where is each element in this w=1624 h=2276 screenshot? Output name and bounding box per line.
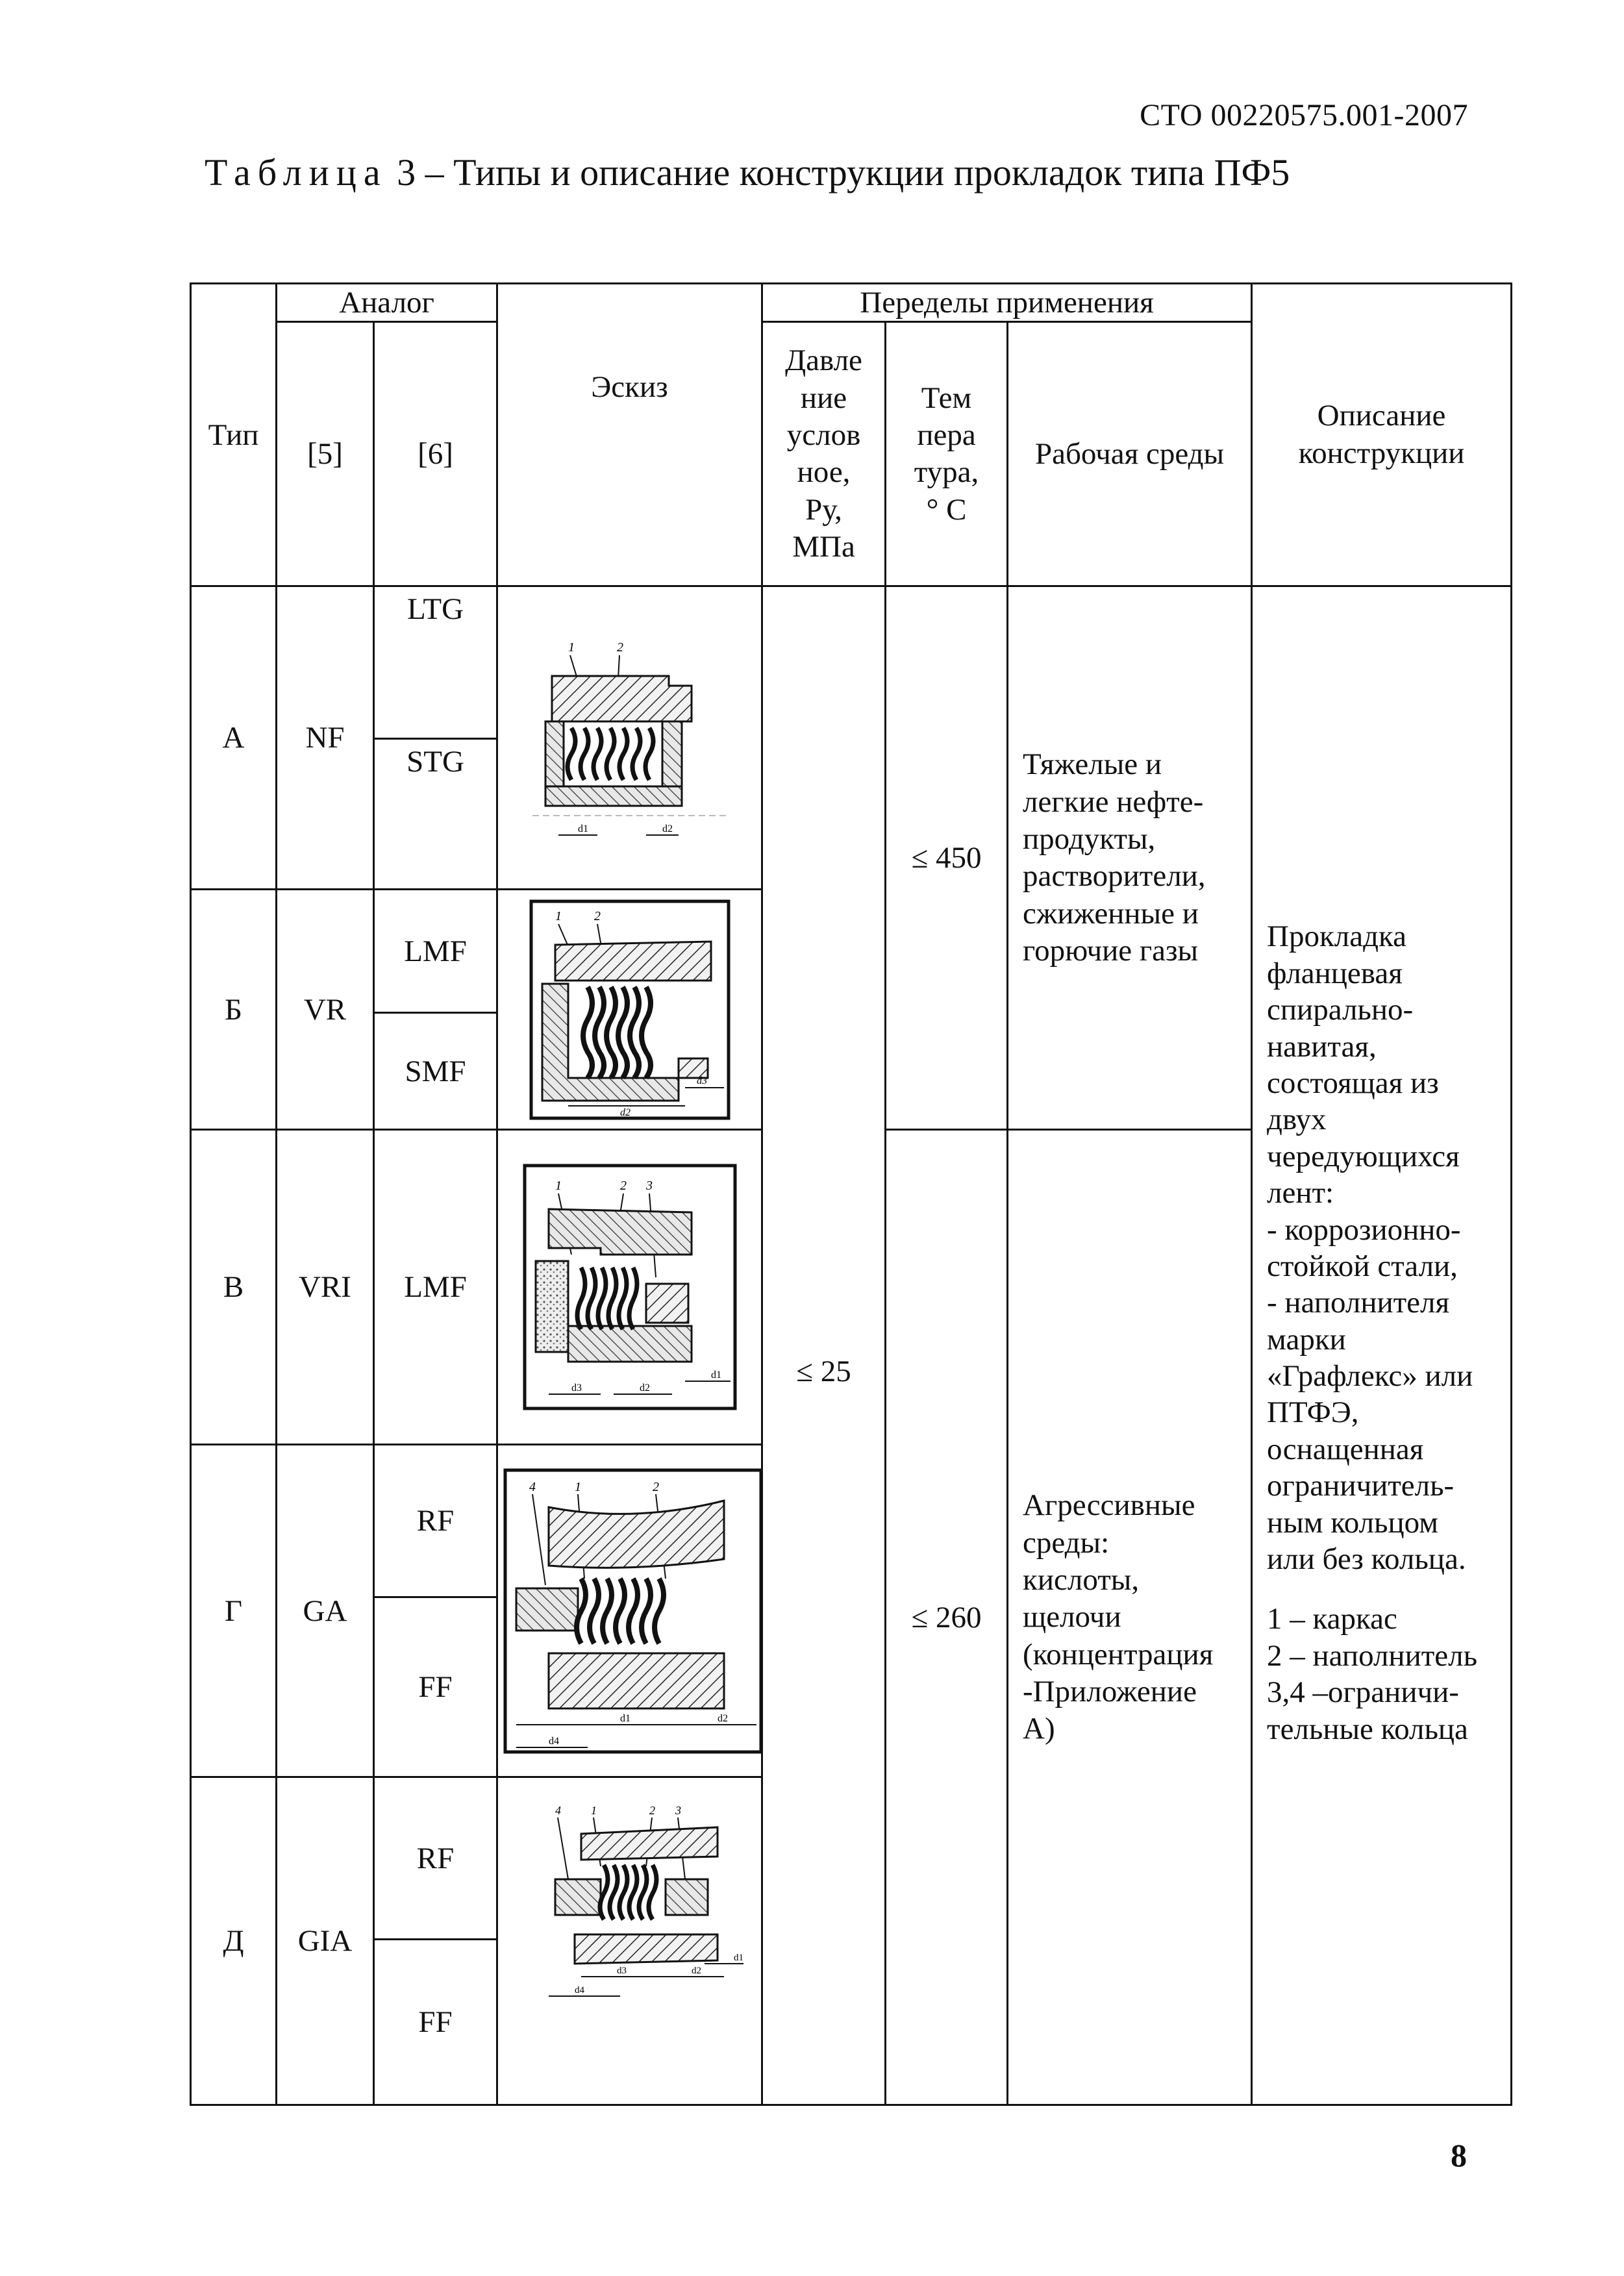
description-line: чередующихся — [1267, 1139, 1460, 1173]
callout-label: 1 — [555, 908, 562, 923]
callout-label: 2 — [619, 1179, 627, 1194]
sketch-g — [503, 1468, 763, 1754]
medium-line: кислоты, — [1023, 1562, 1140, 1597]
header-sketch: Эскиз — [497, 284, 762, 586]
medium-group-2 — [1008, 1130, 1252, 2105]
construction-description — [1252, 586, 1512, 2105]
description-line: ным кольцом — [1267, 1505, 1438, 1540]
medium-line: (концентрация — [1023, 1637, 1214, 1671]
description-line: оснащенная — [1267, 1432, 1424, 1466]
callout-label: 2 — [649, 1804, 655, 1818]
header-ref6: [6] — [374, 322, 497, 586]
callout-label: 3 — [645, 1179, 653, 1194]
callout-label: 4 — [529, 1479, 536, 1494]
callout-label: 1 — [568, 640, 575, 655]
row-ref6-b-2: SMF — [374, 1013, 497, 1130]
sketch-a-cell — [497, 586, 762, 890]
legend-line: 2 – наполнитель — [1267, 1638, 1478, 1673]
dimension-label: d2 — [662, 823, 673, 835]
header-description-line: Описание — [1317, 399, 1446, 433]
header-application-limits: Переделы применения — [762, 284, 1252, 322]
row-ref6-d-2: FF — [374, 1940, 497, 2105]
description-line: фланцевая — [1267, 956, 1403, 990]
header-temperature-line: тура, — [914, 455, 979, 490]
header-temperature — [886, 322, 1008, 586]
description-line: - наполнителя — [1267, 1286, 1450, 1320]
temperature-value-1: ≤ 450 — [886, 586, 1008, 1130]
header-description-line: конструкции — [1298, 436, 1465, 470]
sketch-v-cell — [497, 1130, 762, 1445]
row-ref5-g: GA — [277, 1445, 374, 1777]
dimension-label: d3 — [616, 1966, 627, 1977]
row-ref6-a-1: LTG — [374, 586, 497, 739]
sketch-d — [510, 1782, 750, 2016]
row-type-g: Г — [191, 1445, 277, 1777]
description-line: или без кольца. — [1267, 1542, 1466, 1577]
row-ref5-d: GIA — [277, 1777, 374, 2105]
row-type-v: В — [191, 1130, 277, 1445]
description-line: Прокладка — [1267, 919, 1407, 954]
page-number: 8 — [1451, 2137, 1467, 2173]
dimension-label: d2 — [691, 1966, 701, 1977]
medium-line: среды: — [1023, 1525, 1110, 1560]
header-pressure-line: МПа — [792, 530, 855, 564]
medium-line: легкие нефте- — [1023, 784, 1204, 819]
dimension-label: d2 — [718, 1712, 729, 1724]
medium-line: продукты, — [1023, 822, 1156, 857]
row-ref6-a-2: STG — [374, 739, 497, 890]
header-medium: Рабочая среды — [1008, 322, 1252, 586]
header-temperature-line: Тем — [921, 381, 972, 415]
pressure-value — [762, 586, 886, 2105]
header-pressure-line: Давле — [785, 344, 862, 378]
dimension-label: d1 — [620, 1712, 631, 1724]
sketch-v — [523, 1164, 737, 1410]
dimension-label: d1 — [710, 1369, 721, 1381]
description-line: навитая, — [1267, 1029, 1377, 1064]
row-ref5-v: VRI — [277, 1130, 374, 1445]
medium-line: Тяжелые и — [1023, 747, 1162, 782]
callout-label: 3 — [675, 1804, 681, 1818]
medium-line: горючие газы — [1023, 934, 1199, 968]
header-temperature-line: ° С — [926, 492, 967, 527]
header-description — [1252, 284, 1512, 586]
dimension-label: d1 — [577, 823, 588, 835]
legend-line: 3,4 –ограничи- — [1267, 1675, 1459, 1710]
header-type: Тип — [191, 284, 277, 586]
sketch-d-cell — [497, 1777, 762, 2105]
row-ref6-v: LMF — [374, 1130, 497, 1445]
description-line: - коррозионно- — [1267, 1212, 1461, 1247]
table-title-text: 3 – Типы и описание конструкции прокладок типа ПФ5 — [387, 151, 1290, 194]
dimension-label: d3 — [571, 1382, 582, 1394]
gasket-types-table — [190, 282, 1512, 2106]
description-line: стойкой стали, — [1267, 1249, 1458, 1283]
medium-line: -Приложение — [1023, 1674, 1197, 1708]
callout-label: 1 — [555, 1179, 562, 1194]
medium-line: Агрессивные — [1023, 1488, 1195, 1523]
sketch-g-cell — [497, 1445, 762, 1777]
callout-label: 2 — [616, 640, 623, 655]
callout-label: 4 — [555, 1804, 561, 1818]
legend-line: тельные кольца — [1267, 1712, 1468, 1746]
medium-line: сжиженные и — [1023, 896, 1199, 931]
row-type-b: Б — [191, 890, 277, 1130]
description-line: двух — [1267, 1103, 1327, 1137]
sketch-a — [532, 631, 727, 845]
medium-line: А) — [1023, 1712, 1055, 1746]
sketch-b-cell — [497, 890, 762, 1130]
row-ref6-d-1: RF — [374, 1777, 497, 1940]
row-ref6-b-1: LMF — [374, 890, 497, 1013]
header-temperature-line: пера — [917, 418, 976, 453]
description-line: спирально- — [1267, 993, 1414, 1027]
document-code: СТО 00220575.001-2007 — [1140, 98, 1468, 132]
medium-line: растворители, — [1023, 859, 1206, 894]
temperature-value-2: ≤ 260 — [886, 1130, 1008, 2105]
description-line: лент: — [1267, 1176, 1334, 1210]
row-ref5-a: NF — [277, 586, 374, 890]
table-title-word: Таблица — [205, 151, 388, 194]
callout-label: 1 — [575, 1479, 582, 1494]
header-analog: Аналог — [277, 284, 497, 322]
medium-group-1 — [1008, 586, 1252, 1130]
dimension-label: d4 — [574, 1985, 584, 1996]
row-ref5-b: VR — [277, 890, 374, 1130]
callout-label: 1 — [590, 1804, 597, 1818]
dimension-label: d3 — [696, 1075, 707, 1086]
header-pressure — [762, 322, 886, 586]
callout-label: 2 — [653, 1479, 660, 1494]
header-ref5: [5] — [277, 322, 374, 586]
header-pressure-line: услов — [786, 418, 861, 453]
row-type-d: Д — [191, 1777, 277, 2105]
row-ref6-g-2: FF — [374, 1597, 497, 1777]
description-line: марки — [1267, 1322, 1346, 1357]
table-title — [205, 151, 1290, 194]
header-pressure-line: ние — [800, 381, 847, 415]
dimension-label: d2 — [639, 1382, 650, 1394]
legend-line: 1 – каркас — [1267, 1602, 1397, 1636]
header-pressure-line: ное, — [797, 455, 851, 490]
dimension-label: d4 — [549, 1735, 560, 1747]
header-pressure-line: Ру, — [805, 492, 842, 527]
dimension-label: d1 — [733, 1953, 743, 1964]
description-line: «Графлекс» или — [1267, 1359, 1473, 1394]
callout-label: 2 — [593, 908, 601, 923]
medium-line: щелочи — [1023, 1600, 1121, 1634]
description-line: состоящая из — [1267, 1066, 1439, 1100]
description-line: ПТФЭ, — [1267, 1395, 1359, 1430]
description-line: ограничитель- — [1267, 1469, 1455, 1503]
pressure-value-text: ≤ 25 — [796, 1355, 851, 1389]
dimension-label: d2 — [619, 1107, 631, 1118]
row-ref6-g-1: RF — [374, 1445, 497, 1597]
row-type-a: А — [191, 586, 277, 890]
sketch-b — [529, 899, 731, 1120]
